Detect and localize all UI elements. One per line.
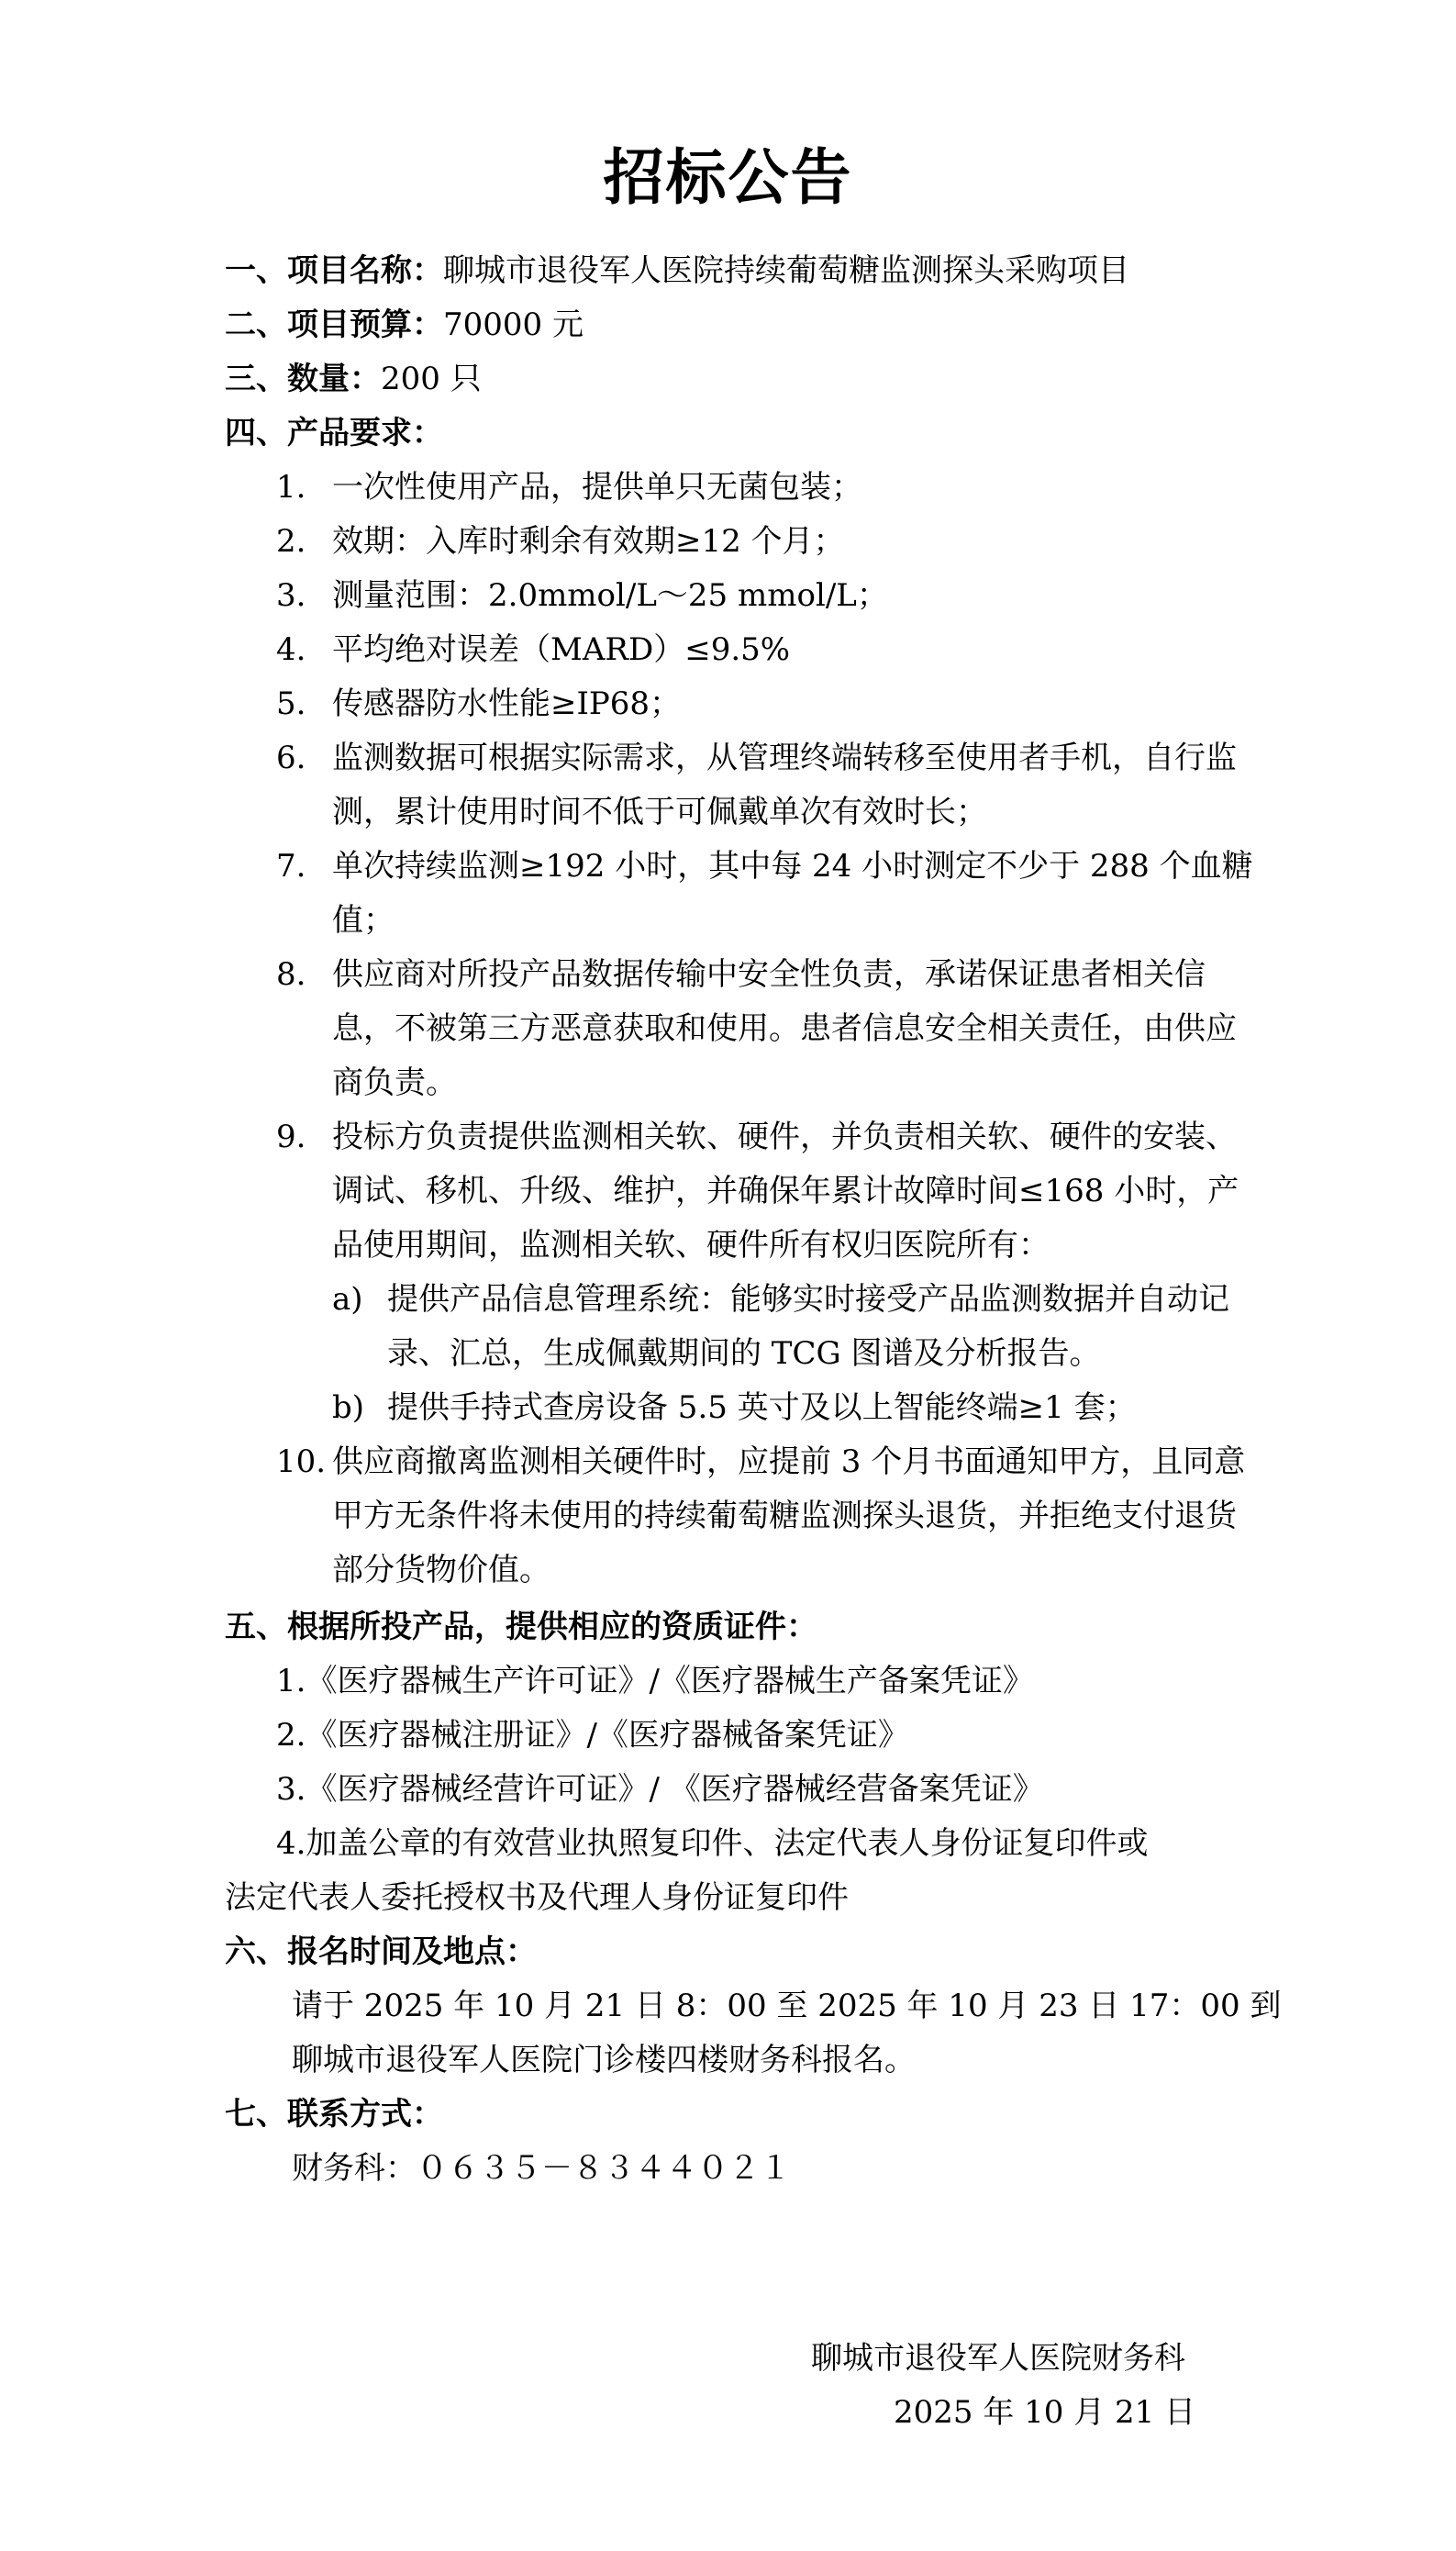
item-text: 供应商对所投产品数据传输中安全性负责，承诺保证患者相关信息，不被第三方恶意获取和使用。患者信息安全相关责任，由供应商负责。 bbox=[332, 956, 1237, 1101]
section-3 bbox=[225, 359, 482, 399]
section-7-label: 七、联系方式： bbox=[225, 2096, 443, 2133]
subitem-letter: b) bbox=[332, 1389, 365, 1426]
certificate-item: 2.《医疗器械注册证》/《医疗器械备案凭证》 bbox=[276, 1717, 909, 1754]
item-text: 单次持续监测≥192 小时，其中每 24 小时测定不少于 288 个血糖值； bbox=[332, 848, 1253, 939]
subitem-text: 提供产品信息管理系统：能够实时接受产品监测数据并自动记录、汇总，生成佩戴期间的 TCG 图谱及分析报告。 bbox=[387, 1281, 1229, 1372]
subitem-text: 提供手持式查房设备 5.5 英寸及以上智能终端≥1 套； bbox=[387, 1389, 1137, 1426]
item-text: 测量范围：2.0mmol/L～25 mmol/L； bbox=[332, 577, 888, 614]
item-text: 一次性使用产品，提供单只无菌包装； bbox=[332, 469, 862, 506]
item-number: 8. bbox=[276, 956, 306, 993]
item-text: 供应商撤离监测相关硬件时，应提前 3 个月书面通知甲方，且同意甲方无条件将未使用的持续葡萄糖监测探头退货，并拒绝支付退货部分货物价值。 bbox=[332, 1443, 1246, 1588]
project-name: 聊城市退役军人医院持续葡萄糖监测探头采购项目 bbox=[443, 252, 1129, 289]
contact-phone: 财务科：０６３５－８３４４０２１ bbox=[292, 2150, 791, 2187]
section-6-label: 六、报名时间及地点： bbox=[225, 1933, 537, 1970]
item-text: 效期：入库时剩余有效期≥12 个月； bbox=[332, 523, 845, 560]
item-text: 监测数据可根据实际需求，从管理终端转移至使用者手机，自行监测，累计使用时间不低于可佩戴单次有效时长； bbox=[332, 740, 1237, 830]
item-number: 6. bbox=[276, 740, 306, 776]
section-4-label: 四、产品要求： bbox=[225, 415, 443, 451]
item-number: 7. bbox=[276, 848, 306, 885]
item-number: 2. bbox=[276, 523, 306, 560]
section-1-label: 一、项目名称： bbox=[225, 252, 443, 289]
section-1 bbox=[225, 251, 1129, 291]
item-text: 平均绝对误差（MARD）≤9.5% bbox=[332, 631, 791, 668]
subitem-letter: a) bbox=[332, 1281, 363, 1318]
item-number: 1. bbox=[276, 469, 306, 506]
section-3-label: 三、数量： bbox=[225, 361, 381, 397]
issuer-name: 聊城市退役军人医院财务科 bbox=[811, 2340, 1185, 2377]
quantity: 200 只 bbox=[381, 361, 482, 397]
item-number: 10. bbox=[276, 1443, 327, 1480]
item-number: 9. bbox=[276, 1119, 306, 1155]
page-title: 招标公告 bbox=[603, 141, 853, 213]
issue-date: 2025 年 10 月 21 日 bbox=[894, 2394, 1196, 2431]
registration-time: 请于 2025 年 10 月 21 日 8：00 至 2025 年 10 月 23 日 17：00 到 bbox=[292, 1988, 1282, 2024]
certificate-item-4-line-2: 法定代表人委托授权书及代理人身份证复印件 bbox=[225, 1879, 849, 1916]
item-number: 3. bbox=[276, 577, 306, 614]
item-number: 5. bbox=[276, 685, 306, 722]
section-2 bbox=[225, 305, 584, 345]
certificate-item: 3.《医疗器械经营许可证》/ 《医疗器械经营备案凭证》 bbox=[276, 1771, 1044, 1808]
item-text: 投标方负责提供监测相关软、硬件，并负责相关软、硬件的安装、调试、移机、升级、维护，并确保年累计故障时间≤168 小时，产品使用期间，监测相关软、硬件所有权归医院所有： bbox=[332, 1119, 1239, 1264]
item-text: 传感器防水性能≥IP68； bbox=[332, 685, 682, 722]
certificate-item: 1.《医疗器械生产许可证》/《医疗器械生产备案凭证》 bbox=[276, 1663, 1034, 1699]
section-5-label: 五、根据所投产品，提供相应的资质证件： bbox=[225, 1609, 817, 1645]
item-number: 4. bbox=[276, 631, 306, 668]
section-2-label: 二、项目预算： bbox=[225, 306, 443, 343]
project-budget: 70000 元 bbox=[443, 306, 584, 343]
registration-place: 聊城市退役军人医院门诊楼四楼财务科报名。 bbox=[292, 2042, 916, 2078]
certificate-item-4-line-1: 4.加盖公章的有效营业执照复印件、法定代表人身份证复印件或 bbox=[276, 1825, 1149, 1862]
